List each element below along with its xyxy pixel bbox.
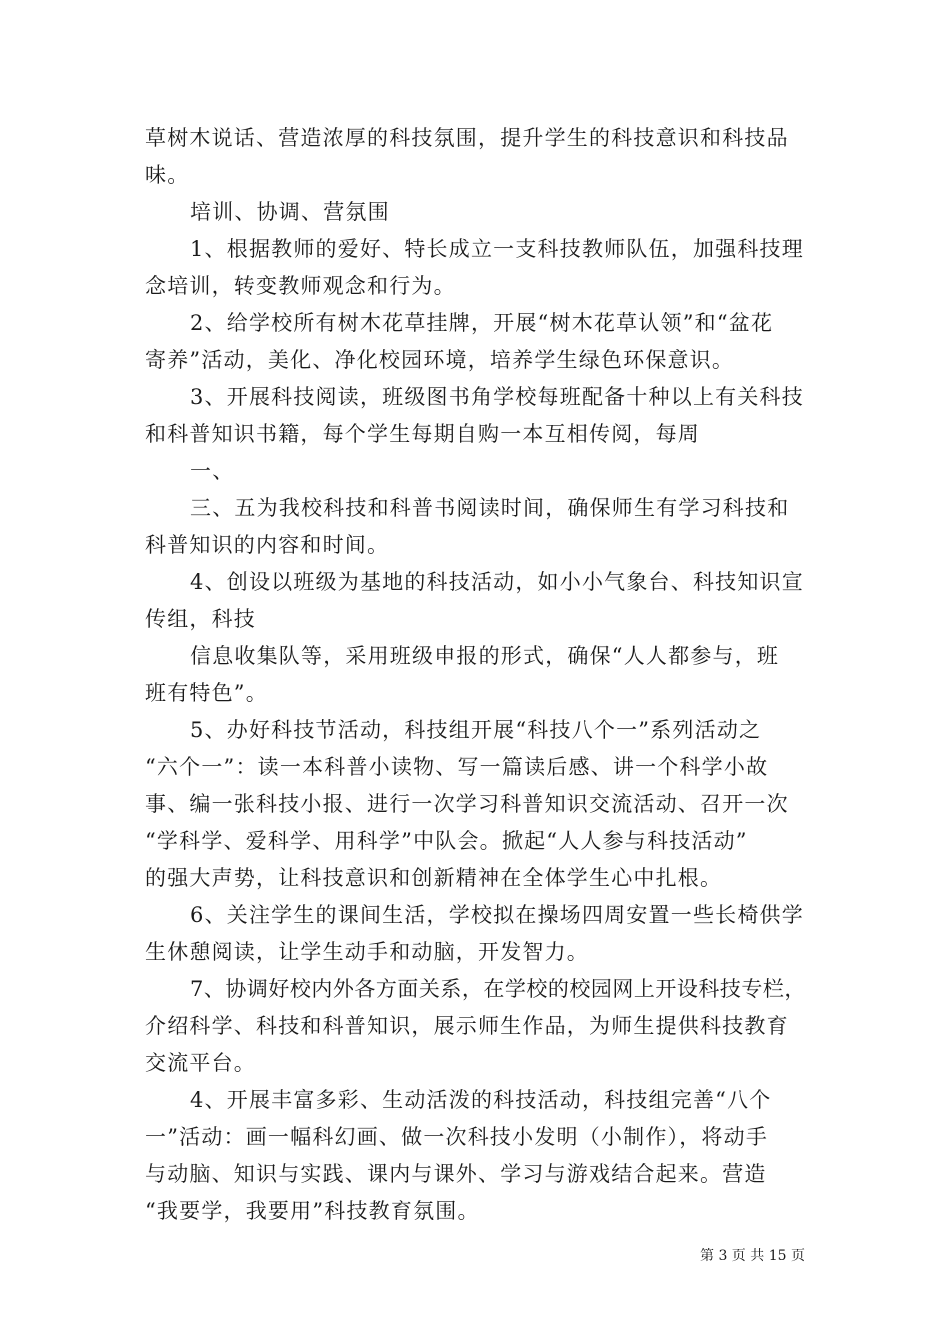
text-line: 7、协调好校内外各方面关系，在学校的校园网上开设科技专栏，	[190, 977, 806, 1001]
text-line: 念培训，转变教师观念和行为。	[145, 274, 456, 298]
text-line: 5、办好科技节活动，科技组开展“科技八个一”系列活动之	[190, 718, 762, 742]
text-line: 交流平台。	[145, 1051, 256, 1075]
text-line: 介绍科学、科技和科普知识，展示师生作品，为师生提供科技教育	[145, 1014, 789, 1038]
text-line: 信息收集队等，采用班级申报的形式，确保“人人都参与，班	[190, 644, 780, 668]
text-line: 和科普知识书籍，每个学生每期自购一本互相传阅，每周	[145, 422, 700, 446]
text-line: “六个一”：读一本科普小读物、写一篇读后感、讲一个科学小故	[145, 755, 769, 779]
text-line: “学科学、爱科学、用科学”中队会。掀起“人人参与科技活动”	[145, 829, 748, 853]
text-line: 一、	[190, 459, 235, 483]
text-line: 4、开展丰富多彩、生动活泼的科技活动，科技组完善“八个	[190, 1088, 772, 1112]
text-line: 事、编一张科技小报、进行一次学习科普知识交流活动、召开一次	[145, 792, 789, 816]
text-line: 草树木说话、营造浓厚的科技氛围，提升学生的科技意识和科技品	[145, 126, 789, 150]
text-line: 科普知识的内容和时间。	[145, 533, 390, 557]
text-line: 生休憩阅读，让学生动手和动脑，开发智力。	[145, 940, 589, 964]
text-line: 4、创设以班级为基地的科技活动，如小小气象台、科技知识宣	[190, 570, 804, 594]
text-line: 三、五为我校科技和科普书阅读时间，确保师生有学习科技和	[190, 496, 790, 520]
text-line: 3、开展科技阅读，班级图书角学校每班配备十种以上有关科技	[190, 385, 804, 409]
page-number: 第 3 页 共 15 页	[700, 1248, 805, 1264]
text-line: 6、关注学生的课间生活，学校拟在操场四周安置一些长椅供学	[190, 903, 804, 927]
text-line: 与动脑、知识与实践、课内与课外、学习与游戏结合起来。营造	[145, 1162, 767, 1186]
text-line: 班有特色”。	[145, 681, 268, 705]
text-line: 的强大声势，让科技意识和创新精神在全体学生心中扎根。	[145, 866, 723, 890]
section-heading: 培训、协调、营氛围	[190, 200, 390, 224]
text-line: 一”活动：画一幅科幻画、做一次科技小发明（小制作），将动手	[145, 1125, 769, 1149]
text-line: “我要学，我要用”科技教育氛围。	[145, 1199, 480, 1223]
text-line: 2、给学校所有树木花草挂牌，开展“树木花草认领”和“盆花	[190, 311, 774, 335]
text-line: 传组，科技	[145, 607, 256, 631]
text-line: 1、根据教师的爱好、特长成立一支科技教师队伍，加强科技理	[190, 237, 804, 261]
text-line: 寄养”活动，美化、净化校园环境，培养学生绿色环保意识。	[145, 348, 735, 372]
text-line: 味。	[145, 163, 190, 187]
